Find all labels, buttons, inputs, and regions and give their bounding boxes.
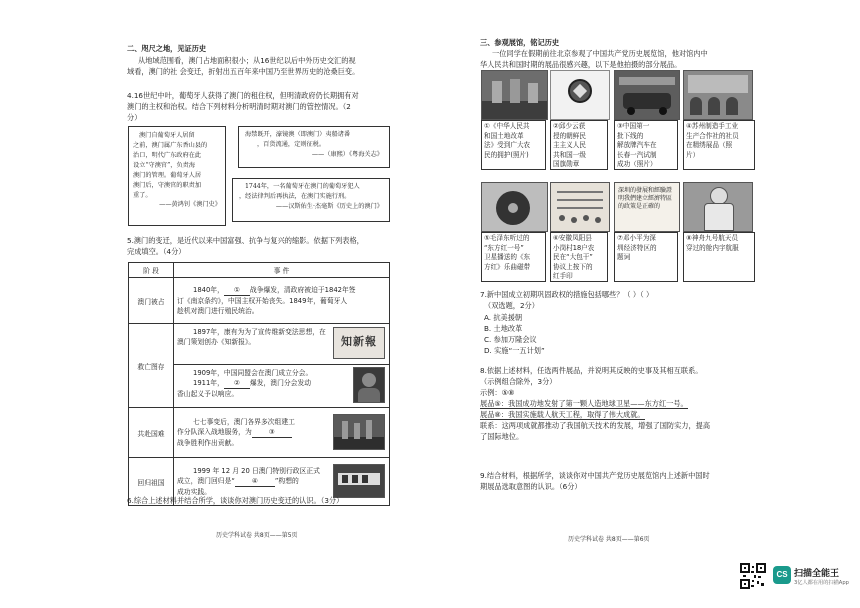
section3-intro-1: 一位同学在假期前往北京参观了中国共产党历史展览馆，他对馆内中 (492, 49, 708, 58)
exhibit-caption-8 (683, 232, 755, 282)
quote1-source: ——黄鸿钊《澳门史》 (159, 201, 221, 209)
caption-line: 题词 (617, 253, 631, 262)
quote-box-1 (128, 126, 226, 226)
caption-line: 长春一汽试制 (617, 150, 657, 159)
caption-line: 国旗勋章 (553, 160, 580, 169)
q5-line2: 完成填空。（4分） (127, 247, 186, 256)
tape-photo (481, 182, 548, 232)
caption-line: 共和国一级 (553, 150, 586, 159)
q6-text: 6.综合上述材料并结合所学，谈谈你对澳门历史变迁的认识。（3分） (127, 496, 344, 505)
caption-line: 红手印 (553, 272, 573, 281)
caption-line: ①《中华人民共 (484, 122, 530, 130)
event-text: 爆发，澳门分会发动 (249, 379, 312, 388)
event-text: 1999 年 12 月 20 日澳门特别行政区正式 (193, 466, 320, 475)
zhixinbao-photo (333, 327, 385, 359)
section2-intro-1: 从地域范围看，澳门占地面积很小；从16世纪以后中外历史交汇的视 (138, 56, 356, 65)
caption-line: 批下线的 (617, 131, 644, 140)
event-text: 1840年， (193, 285, 224, 294)
quote2-line: ，百货流通，定则征税。 (257, 140, 326, 148)
quote1-line: 设立“守澳官”，负责海 (133, 161, 196, 169)
event-text: 七七事变后，澳门各界多次组建工 (193, 417, 295, 426)
section2-title: 二、咫尺之地，见证历史 (127, 44, 207, 53)
exhibit-caption-7 (614, 232, 678, 282)
event-text: 香山起义予以响应。 (177, 390, 239, 399)
q8-line1: 8.依据上述材料，任选两件展品，并说明其反映的史事及其相互联系。 (480, 366, 703, 375)
left-footer: 历史学科试卷 共8页——第5页 (216, 532, 298, 539)
portrait-photo (353, 367, 385, 403)
quote1-line: 治口，明代广东政府在此 (133, 151, 202, 159)
caption-line: 方红》乐曲磁带 (484, 262, 531, 271)
event-text: 成功实践。 (177, 488, 211, 497)
caption-line: “东方红一号” (484, 243, 524, 252)
qr-code-icon (740, 563, 766, 589)
q7-option-a[interactable]: A. 抗美援朝 (484, 313, 523, 322)
caption-line: 主主义人民 (553, 141, 586, 150)
q8-relation-1: 联系：这两项成就都推动了我国航天技术的发展，增强了国防实力，提高 (480, 421, 711, 430)
event-text: 作分队深入战地服务，为 (177, 427, 252, 436)
red-fingerprint-photo (550, 182, 610, 232)
table-header-stage: 阶 段 (129, 263, 174, 278)
event-cell (174, 324, 390, 408)
q5-line1: 5.澳门的变迁，是近代以来中国富强、抗争与复兴的缩影。依据下列表格， (127, 236, 364, 245)
app-tagline: 3亿人都在用的扫描App (794, 580, 849, 586)
event-text: 1897年，康有为为了宣传维新变法思想，在 (193, 328, 326, 336)
caption-line: 法》受到广大农 (484, 141, 531, 150)
quote1-line: 澳门后，守澳官的职责加 (133, 181, 202, 189)
event-text: 战争胜利作出贡献。 (177, 439, 239, 448)
caption-line: 民的拥护(照片) (484, 150, 529, 159)
event-text: 1909年，中国同盟会在澳门成立分会。 (193, 369, 313, 377)
q9-line1: 9.结合材料，根据所学，谈谈你对中国共产党历史展览馆内上述新中国时 (480, 471, 710, 480)
caption-line: 圳经济特区的 (617, 243, 657, 252)
caption-line: 和国土地改革 (484, 131, 524, 140)
caption-line: 生产合作社的社员 (686, 131, 739, 140)
q4-line2: 澳门的主权和治权。结合下列材料分析明清时期对澳门的管控情况。（2 (127, 102, 351, 111)
quote3-source: ——汉斯佑生·杰毫斯《历史上的澳门》 (275, 202, 383, 210)
quote2-source: ——（康熙）《粤海关志》 (311, 150, 383, 158)
q4-line3: 分） (127, 113, 142, 122)
event-text: ”构想的 (274, 476, 299, 485)
medal-photo (550, 70, 610, 120)
war-photo (333, 414, 385, 450)
table-row (129, 324, 390, 408)
answer-blank-1[interactable]: ① (224, 285, 250, 296)
quote2-line: 海禁既开，濠镜澳（即澳门）夷船诸番 (245, 131, 351, 138)
q8-item2 (480, 410, 645, 420)
caption-line: 片） (686, 150, 700, 159)
caption-line: ⑧神舟九号航天员 (686, 234, 739, 242)
q7-option-d[interactable]: D. 实施“一五计划” (484, 346, 545, 355)
event-text: 订《南京条约》，中国主权开始丧失。1849年，葡萄牙人 (177, 296, 348, 305)
quote3-line: 1744年，一名葡萄牙在澳门的葡萄牙犯人 (245, 183, 360, 190)
exhibit-caption-5 (481, 232, 546, 282)
section2-intro-2: 域看，澳门的社 会变迁，折射出五百年来中国乃至世界历史的沧桑巨变。 (127, 67, 360, 76)
event-text: 澳门策划创办《知新报》。 (177, 338, 256, 347)
event-text: 战争爆发，清政府被迫于1842年签 (249, 285, 356, 294)
exhibit-caption-2 (550, 120, 608, 170)
event-text: 1911年， (193, 379, 224, 388)
section3-intro-2: 华人民共和国时期的展品很感兴趣，以下是他拍摄的部分展品。 (480, 60, 682, 69)
quote1-line: 之前，澳门属广东香山县的 (133, 141, 208, 149)
exhibit-caption-6 (550, 232, 608, 282)
embroidery-photo (683, 70, 753, 120)
table-row (129, 408, 390, 458)
caption-line: 解放牌汽车在 (617, 141, 657, 150)
stage-cell: 共赴国难 (129, 408, 174, 458)
caption-line: 协议上按下的 (553, 262, 593, 271)
exhibit-caption-3 (614, 120, 678, 170)
quote1-line: 澳门的管理。葡萄牙人居 (133, 171, 202, 179)
event-cell (174, 408, 390, 458)
caption-line: 民在“大包干” (553, 253, 593, 262)
quote-box-3 (232, 178, 390, 222)
stage-cell: 救亡图存 (129, 324, 174, 408)
caption-line: 在精绣展品（照 (686, 141, 733, 150)
stage-cell: 澳门被占 (129, 278, 174, 324)
caption-line: ⑦邓小平为深 (617, 234, 656, 242)
caption-line: 卫星播送的《东 (484, 253, 531, 262)
section3-title: 三、参观展馆，铭记历史 (480, 38, 560, 47)
q4-line1: 4.16世纪中叶，葡萄牙人获得了澳门的租住权，但明清政府仍长期拥有对 (127, 91, 359, 100)
caption-line: ⑥安徽凤阳县 (553, 234, 592, 242)
q7-line2: （双选题，2分） (484, 301, 539, 310)
car-photo (614, 70, 680, 120)
event-cell (174, 278, 390, 324)
caption-line: ③中国第一 (617, 122, 650, 130)
table-header-event: 事 件 (174, 263, 390, 278)
event-text: 趁机对澳门进行殖民统治。 (177, 307, 259, 316)
q7-option-c[interactable]: C. 参加万隆会议 (484, 335, 537, 344)
q8-item2-text: 展品⑧：我国实施载人航天工程，取得了伟大成就。 (480, 410, 645, 419)
caption-line: 授的朝鲜民 (553, 131, 586, 140)
q7-line1: 7.新中国成立初期巩固政权的措施包括哪些？（ ）（ ） (480, 290, 654, 299)
quote3-line: ，经法律判后再执法，在澳门实施行刑。 (239, 192, 351, 200)
inscription-text: 深圳的發展和經驗證明我們建立經濟特區的政策是正確的 (618, 187, 673, 210)
spacesuit-photo (683, 182, 753, 232)
camscanner-logo-icon (773, 566, 791, 584)
q8-item1 (480, 399, 688, 409)
q8-item1-text: 展品⑤：我国成功地发射了第一颗人造地球卫星——东方红一号。 (480, 399, 688, 408)
stage-cell: 回归祖国 (129, 458, 174, 506)
caption-line: 小岗村18户农 (553, 243, 595, 252)
q9-line2: 期展品选取意图的认识。（6分） (480, 482, 582, 491)
exhibit-caption-4 (683, 120, 755, 170)
caption-line: ⑤毛泽东听过的 (484, 234, 530, 242)
caption-line: ④苏州制造手工业 (686, 122, 739, 130)
q8-example-label: 示例：⑤⑧ (480, 388, 515, 397)
quote1-line: 重了。 (133, 191, 152, 199)
handover-photo (333, 464, 385, 498)
quote1-line: 澳门自葡萄牙人居留 (139, 132, 195, 139)
event-text: 成立，澳门回归是“ (177, 476, 235, 485)
caption-line: 穿过的舱内宇航服 (686, 243, 739, 252)
exhibit-caption-1 (481, 120, 546, 170)
zhixinbao-photo-label: 知新報 (341, 335, 377, 348)
q7-option-b[interactable]: B. 土地改革 (484, 324, 523, 333)
answer-blank-2[interactable]: ② (224, 378, 250, 389)
right-footer: 历史学科试卷 共8页——第6页 (568, 536, 650, 543)
caption-line: 成功（照片） (617, 160, 657, 169)
inscription-photo (614, 182, 680, 232)
app-name: 扫描全能王 (794, 569, 840, 579)
q8-line2: （示例组合除外，3分） (480, 377, 557, 386)
table-row (129, 278, 390, 324)
caption-line: ②邱少云获 (553, 122, 586, 130)
answer-blank-4[interactable]: ④ (235, 476, 275, 487)
q8-relation-2: 了国际地位。 (480, 432, 524, 441)
land-reform-photo (481, 70, 548, 120)
quote-box-2 (238, 126, 390, 168)
history-table (128, 262, 390, 506)
logo-text: CS (776, 570, 788, 579)
answer-blank-3[interactable]: ③ (252, 427, 292, 438)
